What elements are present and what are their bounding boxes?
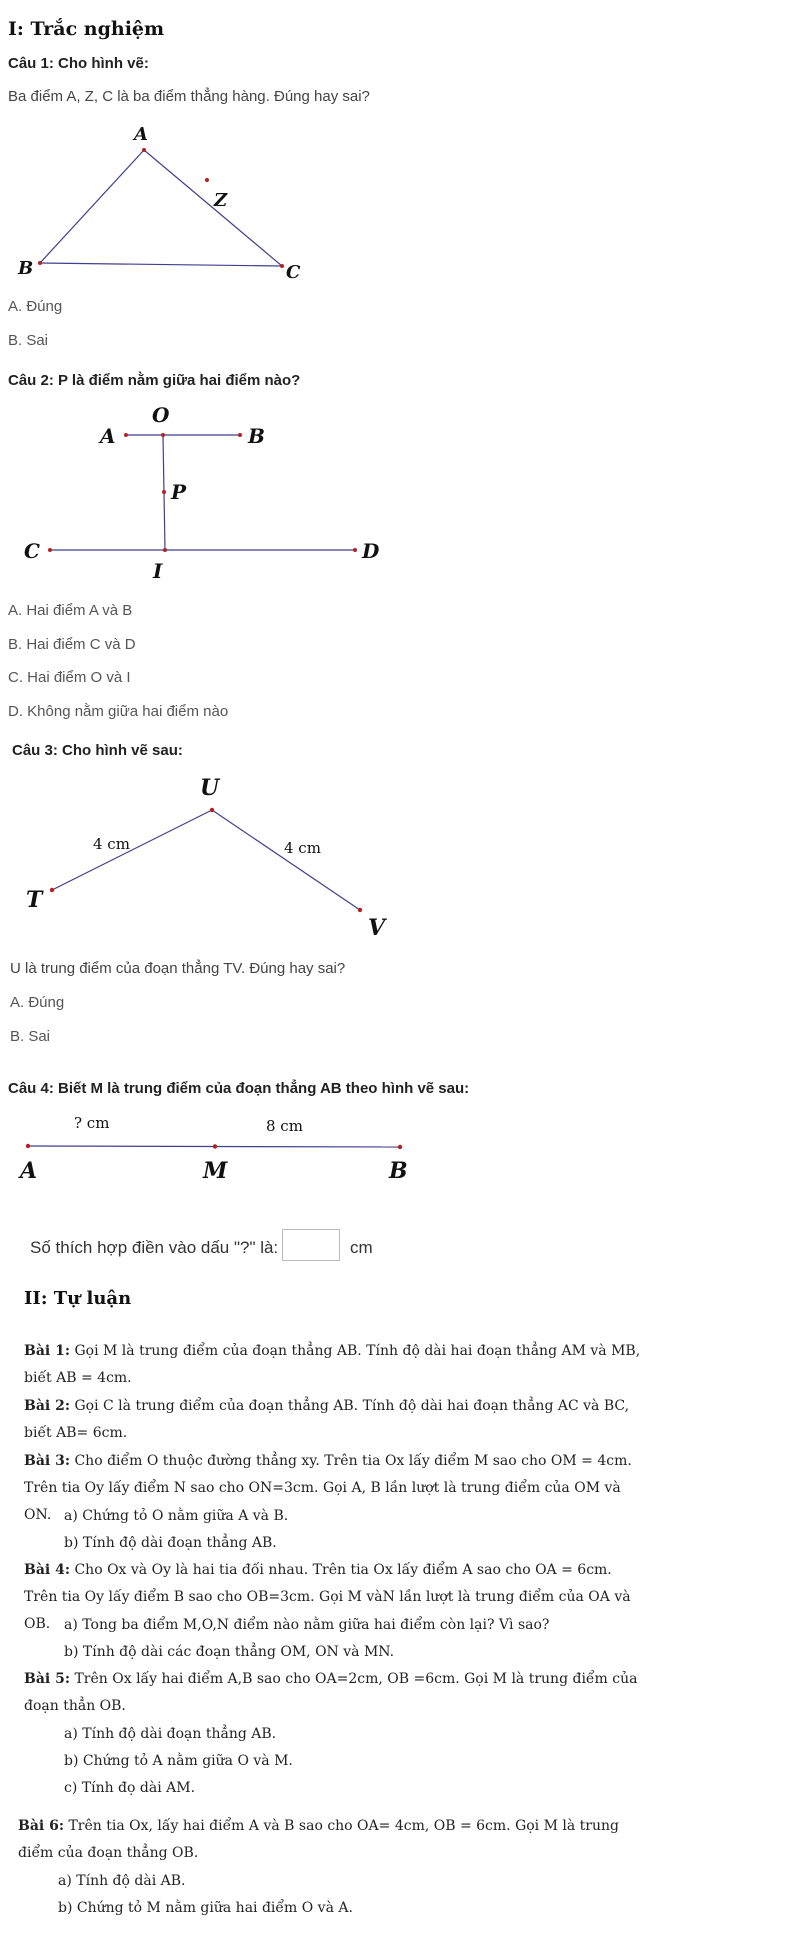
fill-prompt: Số thích hợp điền vào dấu "?" là: bbox=[30, 1238, 279, 1257]
exercise-5-part-b: b) Chứng tỏ A nằm giữa O và M. bbox=[64, 1753, 293, 1769]
exercise-5-body: Trên Ox lấy hai điểm A,B sao cho OA=2cm, OB =6cm. Gọi M là trung điểm của đoạn thẳn OB. bbox=[24, 1671, 638, 1714]
exercise-3-part-a: a) Chứng tỏ O nằm giữa A và B. bbox=[64, 1508, 289, 1524]
point-v bbox=[358, 908, 362, 912]
point-b bbox=[238, 433, 242, 437]
question-1-figure bbox=[0, 118, 320, 288]
answer-input[interactable] bbox=[282, 1229, 340, 1261]
label-d: D bbox=[362, 539, 380, 563]
point-b bbox=[38, 261, 42, 265]
label-a: A bbox=[20, 1158, 38, 1184]
exercise-2-body: Gọi C là trung điểm của đoạn thẳng AB. Tính độ dài hai đoạn thẳng AC và BC, biết AB= 6cm. bbox=[24, 1398, 630, 1441]
point-p bbox=[162, 490, 166, 494]
question-1-title: Câu 1: Cho hình vẽ: bbox=[8, 55, 149, 72]
point-t bbox=[50, 888, 54, 892]
question-3-option-b[interactable]: B. Sai bbox=[10, 1028, 51, 1045]
answer-unit: cm bbox=[350, 1238, 373, 1257]
segment-bc bbox=[40, 263, 282, 266]
label-v: V bbox=[368, 915, 386, 941]
length-uv: 4 cm bbox=[284, 839, 321, 857]
question-2-option-b[interactable]: B. Hai điểm C và D bbox=[8, 636, 136, 653]
exercise-2-head: Bài 2: bbox=[24, 1398, 71, 1414]
point-d bbox=[353, 548, 357, 552]
question-3-title: Câu 3: Cho hình vẽ sau: bbox=[12, 742, 183, 759]
segment-ab bbox=[40, 150, 144, 263]
length-am: ? cm bbox=[74, 1114, 110, 1132]
exercise-4-part-b: b) Tính độ dài các đoạn thẳng OM, ON và MN. bbox=[64, 1644, 395, 1660]
exercise-4-body: Cho Ox và Oy là hai tia đối nhau. Trên tia Ox lấy điểm A sao cho OA = 6cm. Trên tia Oy lấy điểm B sao cho OB=3cm. Gọi M vàN lần lượt là trung điểm của OA và OB. bbox=[24, 1562, 631, 1632]
exercise-5-part-c: c) Tính đọ dài AM. bbox=[64, 1780, 196, 1796]
label-t: T bbox=[26, 887, 43, 913]
segment-tu bbox=[52, 810, 212, 890]
question-1-option-a[interactable]: A. Đúng bbox=[8, 298, 63, 315]
question-2-title: Câu 2: P là điểm nằm giữa hai điểm nào? bbox=[8, 372, 301, 389]
question-4-title: Câu 4: Biết M là trung điểm của đoạn thẳng AB theo hình vẽ sau: bbox=[8, 1080, 470, 1097]
length-tu: 4 cm bbox=[93, 835, 130, 853]
segment-uv bbox=[212, 810, 360, 910]
exercise-6 bbox=[18, 1813, 638, 1867]
label-b: B bbox=[389, 1158, 408, 1184]
point-a bbox=[124, 433, 128, 437]
point-o bbox=[161, 433, 165, 437]
point-c bbox=[280, 264, 284, 268]
label-a: A bbox=[100, 424, 116, 448]
exercise-5 bbox=[24, 1666, 644, 1720]
exercise-4-part-a: a) Tong ba điểm M,O,N điểm nào nằm giữa hai điểm còn lại? Vì sao? bbox=[64, 1617, 550, 1633]
label-p: P bbox=[171, 480, 187, 504]
section-title-essay: II: Tự luận bbox=[24, 1288, 132, 1309]
exercise-6-part-b: b) Chứng tỏ M nằm giữa hai điểm O và A. bbox=[58, 1900, 353, 1916]
question-4-figure bbox=[0, 1105, 430, 1185]
label-u: U bbox=[200, 775, 220, 801]
label-a: A bbox=[134, 124, 148, 145]
exercise-3-head: Bài 3: bbox=[24, 1453, 71, 1469]
question-1-option-b[interactable]: B. Sai bbox=[8, 332, 49, 349]
question-3-text: U là trung điểm của đoạn thẳng TV. Đúng hay sai? bbox=[10, 960, 346, 977]
exercise-1-body: Gọi M là trung điểm của đoạn thẳng AB. Tính độ dài hai đoạn thẳng AM và MB, biết AB = 4cm. bbox=[24, 1343, 641, 1386]
point-a bbox=[142, 148, 146, 152]
point-b bbox=[398, 1145, 402, 1149]
point-z bbox=[205, 178, 209, 182]
question-1-text: Ba điểm A, Z, C là ba điểm thẳng hàng. Đúng hay sai? bbox=[8, 88, 370, 105]
exercise-6-body: Trên tia Ox, lấy hai điểm A và B sao cho OA= 4cm, OB = 6cm. Gọi M là trung điểm của đoạn thẳng OB. bbox=[18, 1818, 619, 1861]
exercise-5-head: Bài 5: bbox=[24, 1671, 71, 1687]
question-3-figure bbox=[0, 770, 420, 950]
length-mb: 8 cm bbox=[266, 1117, 303, 1135]
question-2-option-d[interactable]: D. Không nằm giữa hai điểm nào bbox=[8, 703, 229, 720]
exercise-5-part-a: a) Tính độ dài đoạn thẳng AB. bbox=[64, 1726, 277, 1742]
label-c: C bbox=[286, 262, 301, 283]
point-c bbox=[48, 548, 52, 552]
exercise-6-head: Bài 6: bbox=[18, 1818, 65, 1834]
question-2-figure bbox=[0, 398, 400, 588]
question-3-option-a[interactable]: A. Đúng bbox=[10, 994, 65, 1011]
question-2-option-a[interactable]: A. Hai điểm A và B bbox=[8, 602, 133, 619]
label-b: B bbox=[18, 258, 34, 279]
point-m bbox=[213, 1144, 217, 1148]
label-b: B bbox=[248, 424, 265, 448]
point-u bbox=[210, 808, 214, 812]
question-2-option-c[interactable]: C. Hai điểm O và I bbox=[8, 669, 131, 686]
section-title-multiple-choice: I: Trắc nghiệm bbox=[8, 18, 165, 40]
exercise-3-part-b: b) Tính độ dài đoạn thẳng AB. bbox=[64, 1535, 277, 1551]
label-z: Z bbox=[214, 190, 228, 211]
point-i bbox=[163, 548, 167, 552]
exercise-3-body: Cho điểm O thuộc đường thẳng xy. Trên tia Ox lấy điểm M sao cho OM = 4cm. Trên tia Oy lấy điểm N sao cho ON=3cm. Gọi A, B lần lượt là trung điểm của OM và ON. bbox=[24, 1453, 632, 1523]
label-i: I bbox=[153, 559, 163, 583]
exercise-2 bbox=[24, 1393, 644, 1447]
exercise-1 bbox=[24, 1338, 644, 1392]
exercise-1-head: Bài 1: bbox=[24, 1343, 71, 1359]
exercise-6-part-a: a) Tính độ dài AB. bbox=[58, 1873, 186, 1889]
label-c: C bbox=[24, 539, 40, 563]
point-a bbox=[26, 1144, 30, 1148]
label-m: M bbox=[203, 1158, 228, 1184]
exercise-4-head: Bài 4: bbox=[24, 1562, 71, 1578]
segment-ac bbox=[144, 150, 282, 266]
label-o: O bbox=[152, 403, 170, 427]
